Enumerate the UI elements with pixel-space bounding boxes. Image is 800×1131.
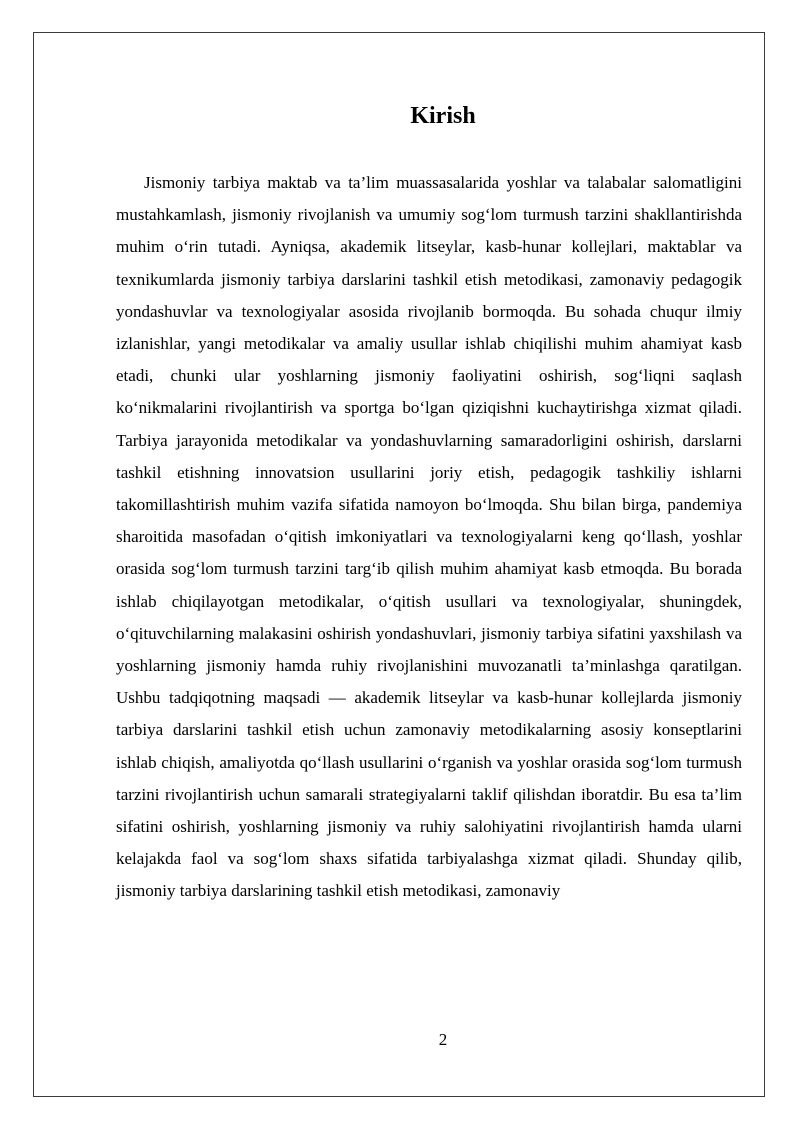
body-paragraph: Jismoniy tarbiya maktab va ta’lim muassasalarida yoshlar va talabalar salomatligini mustahkamlash, jismoniy rivojlanish va umumiy sog‘lom turmush tarzini shakllantirishda muhim o‘rin tutadi. Ayniqsa, akademik litseylar, kasb-hunar kollejlari, maktablar va texnikumlarda jismoniy tarbiya darslarini tashkil etish metodikasi, zamonaviy pedagogik yondashuvlar va texnologiyalar asosida rivojlanib bormoqda. Bu sohada chuqur ilmiy izlanishlar, yangi metodikalar va amaliy usullar ishlab chiqilishi muhim ahamiyat kasb etadi, chunki ular yoshlarning jismoniy faoliyatini oshirish, sog‘liqni saqlash ko‘nikmalarini rivojlantirish va sportga bo‘lgan qiziqishni kuchaytirishga xizmat qiladi. Tarbiya jarayonida metodikalar va yondashuvlarning samaradorligini oshirish, darslarni tashkil etishning innovatsion usullarini joriy etish, pedagogik tashkiliy ishlarni takomillashtirish muhim vazifa sifatida namoyon bo‘lmoqda. Shu bilan birga, pandemiya sharoitida masofadan o‘qitish imkoniyatlari va texnologiyalarni keng qo‘llash, yoshlar orasida sog‘lom turmush tarzini targ‘ib qilish muhim ahamiyat kasb etmoqda. Bu borada ishlab chiqilayotgan metodikalar, o‘qitish usullari va texnologiyalar, shuningdek, o‘qituvchilarning malakasini oshirish yondashuvlari, jismoniy tarbiya sifatini yaxshilash va yoshlarning jismoniy hamda ruhiy rivojlanishini muvozanatli ta’minlashga qaratilgan. Ushbu tadqiqotning maqsadi — akademik litseylar va kasb-hunar kollejlarda jismoniy tarbiya darslarini tashkil etish uchun zamonaviy metodikalarning asosiy konseptlarini ishlab chiqish, amaliyotda qo‘llash usullarini o‘rganish va yoshlar orasida sog‘lom turmush tarzini rivojlantirish uchun samarali strategiyalarni taklif qilishdan iboratdir. Bu esa ta’lim sifatini oshirish, yoshlarning jismoniy va ruhiy salohiyatini rivojlantirish hamda ularni kelajakda faol va sog‘lom shaxs sifatida tarbiyalashga xizmat qiladi. Shunday qilib, jismoniy tarbiya darslarining tashkil etish metodikasi, zamonaviy [116, 173, 742, 901]
section-title: Kirish [410, 103, 476, 129]
page-number: 2 [438, 1030, 448, 1049]
